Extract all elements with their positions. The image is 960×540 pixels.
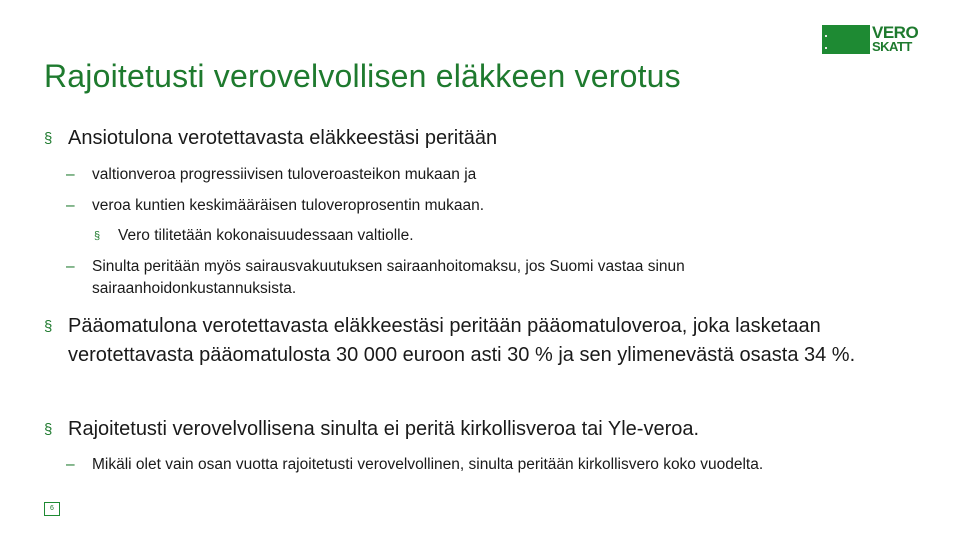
- bullet-item: [44, 415, 904, 444]
- dash-marker: –: [66, 166, 75, 183]
- bullet-marker: §: [94, 230, 101, 242]
- bullet-marker: §: [44, 318, 53, 335]
- logo-text-bottom: SKATT: [872, 39, 912, 54]
- bullet-item: [44, 312, 904, 370]
- dash-marker: –: [66, 197, 75, 214]
- bullet-marker: §: [44, 421, 53, 438]
- slide-title: Rajoitetusti verovelvollisen eläkkeen verotus: [44, 58, 681, 94]
- sub-sub-bullet-text: Vero tilitetään kokonaisuudessaan valtiolle.: [118, 227, 414, 244]
- bullet-item: [44, 124, 904, 153]
- sub-bullet-text: Mikäli olet vain osan vuotta rajoitetusti verovelvollinen, sinulta peritään kirkollisvero koko vuodelta.: [92, 456, 764, 473]
- bullet-marker: §: [44, 130, 53, 147]
- sub-bullet-text: valtionveroa progressiivisen tuloveroasteikon mukaan ja: [92, 166, 477, 183]
- bullet-text: Pääomatulona verotettavasta eläkkeestäsi peritään pääomatuloveroa, joka lasketaan verotettavasta pääomatulosta 30 000 euroon asti 30 % ja sen ylimenevästä osasta 34 %.: [68, 315, 856, 366]
- bullet-text: Rajoitetusti verovelvollisena sinulta ei peritä kirkollisveroa tai Yle-veroa.: [68, 418, 700, 440]
- sub-bullet-item: [66, 195, 866, 217]
- dash-marker: –: [66, 258, 75, 275]
- sub-bullet-item: [66, 256, 866, 300]
- sub-sub-bullet-item: [94, 225, 854, 247]
- vero-skatt-logo: [822, 25, 922, 57]
- sub-bullet-item: [66, 164, 866, 186]
- logo-mark: [822, 25, 870, 54]
- logo-text-top: VERO: [872, 23, 919, 42]
- sub-bullet-item: [66, 454, 866, 476]
- dash-marker: –: [66, 456, 75, 473]
- bullet-text: Ansiotulona verotettavasta eläkkeestäsi peritään: [68, 127, 498, 149]
- sub-bullet-text: Sinulta peritään myös sairausvakuutuksen sairaanhoitomaksu, jos Suomi vastaa sinun sairaanhoidonkustannuksista.: [92, 258, 685, 297]
- page-number: 6: [44, 502, 60, 516]
- sub-bullet-text: veroa kuntien keskimääräisen tuloveroprosentin mukaan.: [92, 197, 485, 214]
